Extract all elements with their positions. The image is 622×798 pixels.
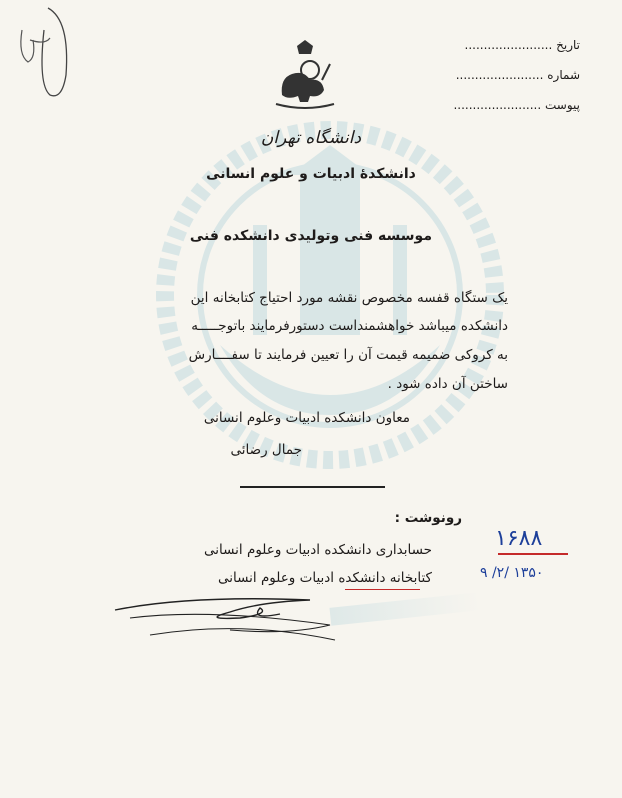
red-underline — [345, 589, 420, 590]
body-line: یک ستگاه قفسه مخصوص نقشه مورد احتیاج کتابخانه این — [190, 290, 508, 306]
attachment-field: پیوست ....................... — [453, 98, 580, 112]
handwritten-signature — [110, 590, 340, 650]
signatory-name: جمال رضائی — [230, 442, 302, 458]
date-field: تاریخ ....................... — [464, 38, 580, 52]
signatory-title: معاون دانشکده ادبیات وعلوم انسانی — [203, 410, 410, 426]
copy-recipient: حسابداری دانشکده ادبیات وعلوم انسانی — [204, 542, 432, 558]
university-name: دانشگاه تهران — [260, 128, 362, 148]
recipient: موسسه فنی وتولیدی دانشکده فنی — [189, 228, 432, 244]
registration-date: ۹ /۲/ ۱۳۵۰ — [480, 565, 544, 581]
copy-label: رونوشت : — [394, 510, 462, 526]
body-line: به کروکی ضمیمه قیمت آن را تعیین فرمایند تا سفــــارش — [188, 347, 508, 363]
copy-recipient: کتابخانه دانشکده ادبیات وعلوم انسانی — [217, 570, 432, 586]
separator-line — [240, 486, 385, 488]
pencil-mark — [0, 0, 90, 110]
number-field: شماره ....................... — [455, 68, 580, 82]
red-underline — [498, 553, 568, 555]
body-line: دانشکده میباشد خواهشمنداست دستورفرمایند باتوجـــــه — [191, 318, 508, 334]
faculty-name: دانشکدهٔ ادبیات و علوم انسانی — [206, 166, 416, 182]
lion-and-sun-emblem — [270, 40, 340, 112]
bleed-through — [329, 592, 480, 626]
registration-number: ۱۶۸۸ — [495, 526, 543, 551]
body-line: ساختن آن داده شود . — [387, 376, 508, 392]
